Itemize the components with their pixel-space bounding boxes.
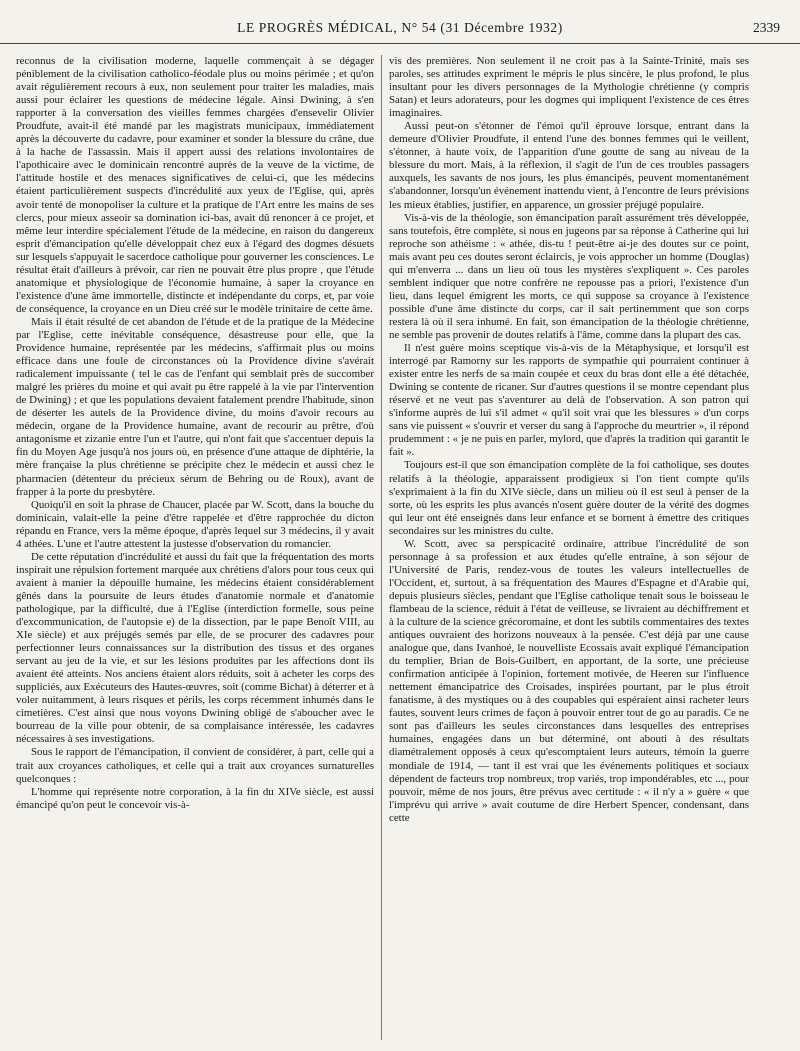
- page-number: 2339: [753, 20, 780, 35]
- journal-title: LE PROGRÈS MÉDICAL, N° 54 (31 Décembre 1932): [237, 20, 563, 35]
- paragraph: reconnus de la civilisation moderne, laquelle commençait à se dégager péniblement de la civilisation catholico-féodale plus ou moins périmée ; et qu'on avait régulièrement recours à eux, non seulement pour traiter les maladies, mais aussi pour éclairer les questions de médecine légale. Ainsi Dwining, à s'en rapporter à la conversation des vieilles femmes chargées d'ensevelir Olivier Proudfute, avait-il été mandé par les magistrats municipaux, immédiatement après la découverte du cadavre, pour examiner et sonder la blessure du crâne, due à la hache de l'assassin. Mais il appert aussi des relations involontaires de l'apothicaire avec le dominicain rencontré auprès de la veuve de la victime, de l'attitude hostile et des menaces significatives de celui-ci, que les médecins étaient particulièrement suspects d'incrédulité aux yeux de l'Eglise, qui, après avoir tenté de monopoliser la culture et la pratique de l'Art entre les mains de ses clercs, pour mieux asseoir sa domination ici-bas, avait dû renoncer à ce projet, et même leur interdire spécialement l'étude de la médecine, en raison du dangereux esprit d'émancipation qu'elle développait chez eux à l'égard des dogmes désuets sur lesquels s'appuyait le sacerdoce catholique pour gouverner les consciences. Le résultat était d'ailleurs à prévoir, car rien ne pouvait être plus propre , que l'étude anatomique et physiologique de l'économie humaine, à saper la croyance en l'existence d'une âme immortelle, distincte et indépendante du corps, et, par voie de conséquence, la croyance en un Dieu créé sur le modèle trinitaire de cette âme.: [16, 55, 374, 315]
- paragraph: Toujours est-il que son émancipation complète de la foi catholique, ses doutes relatifs à la théologie, apparaissent prodigieux si l'on tient compte qu'ils s'exprimaient à la fin du XIVe siècle, dans un milieu où il est seul à penser de la sorte, où les esprits les plus avancés n'osent guère douter de la vérité des dogmes qui leur ont été enseignés dans leur enfance et se bornent à émettre des critiques secondaires sur les ministres du culte.: [389, 459, 749, 537]
- paragraph: Vis-à-vis de la théologie, son émancipation paraît assurément très développée, sans toutefois, être complète, si nous en jugeons par sa réponse à Catherine qui lui reproche son athéisme : « athée, dis-tu ! peut-être ai-je des doutes sur ce point, mais avant peu ces doutes seront éclaircis, je vois approcher un homme (Douglas) qui m'enverra ... dans un lieu où tous les mystères s'expliquent ». Ces paroles semblent indiquer que notre confrère ne repousse pas a priori, l'existence d'un lieu, dans lequel émigrent les morts, ce qui suppose sa croyance à l'existence possible d'une âme distincte du corps, car il sait pertinemment que son corps restera là où il sera inhumé. En fait, son émancipation de la théologie chrétienne, ne semble pas provenir de doutes relatifs à l'âme, comme dans la plupart des cas.: [389, 211, 749, 341]
- running-header: [0, 20, 800, 44]
- paragraph: Aussi peut-on s'étonner de l'émoi qu'il éprouve lorsque, entrant dans la demeure d'Olivier Proudfute, il entend l'une des bonnes femmes qui le veillent, s'étonner, à haute voix, de l'apparition d'une goutte de sang au niveau de la blessure du mort. Mais, à la réflexion, il s'agit de l'un de ces troubles passagers auxquels, les savants de nos jours, les plus émancipés, peuvent momentanément s'abandonner, lorsqu'un événement inattendu vient, à l'encontre de leurs prévisions les mieux établies, justifier, en apparence, un grossier préjugé populaire.: [389, 120, 749, 211]
- paragraph: Mais il était résulté de cet abandon de l'étude et de la pratique de la Médecine par l'Eglise, cette inévitable conséquence, désastreuse pour elle, que la Providence humaine, représentée par les médecins, s'affirmait plus ou moins efficace dans une foule de circonstances où la Providence divine s'avérait radicalement impuissante ( tel le cas de l'enfant qui semblait près de succomber malgré les prières du moine et qui avait pu être rappelé à la vie par l'intervention de Dwining) ; et que les populations devaient fatalement prendre l'habitude, sinon de déserter les autels de la Providence divine, du moins d'avoir recours au médecin, organe de la Providence humaine, avant de recourir au prêtre, d'où antagonisme et zizanie entre l'un et l'autre, qui n'ont fait que s'accentuer depuis la fin du Moyen Age jusqu'à nos jours où, en présence d'une attaque de diphtérie, la mère française la plus chrétienne se précipite chez le médecin et aussi chez le pharmacien (détenteur du précieux sérum de Behring ou de Roux), avant de frapper à la porte du presbytère.: [16, 315, 374, 498]
- paragraph: L'homme qui représente notre corporation, à la fin du XIVe siècle, est aussi émancipé qu'on peut le concevoir vis-à-: [16, 785, 374, 811]
- left-column: [16, 55, 374, 1045]
- paragraph: Quoiqu'il en soit la phrase de Chaucer, placée par W. Scott, dans la bouche du dominicain, valait-elle la peine d'être rappelée et d'être rapprochée du dicton répandu en France, vers la même époque, d'après lequel sur 3 médecins, il y avait 4 athées. L'une et l'autre attestent la justesse d'observation du romancier.: [16, 498, 374, 550]
- paragraph: De cette réputation d'incrédulité et aussi du fait que la fréquentation des morts inspirait une répulsion fortement marquée aux chrétiens d'alors pour tous ceux qui avaient à manier la dépouille humaine, les médecins étaient considérablement gênés dans la poursuite de leurs études d'anatomie normale et d'anatomie pathologique, par la difficulté, due à l'Eglise (interdiction formelle, sous peine d'excommunication, de l'autopsie e) de la dissection, par le pape Benoît VIII, au XIe siècle) et aux préjugés semés par elle, de se procurer des cadavres pour perfectionner leurs connaissances sur la distribution des tissus et des organes servant au jeu de la vie, et sur les lésions produites par les affections dont ils avaient été atteints. Nos anciens étaient alors réduits, soit à acheter les corps des suppliciés, aux Exécuteurs des Hautes-œuvres, soit (comme Bichat) à déterrer et à voler nuitamment, à leurs risques et périls, les corps récemment inhumés dans le cimetières. C'est ainsi que nous voyons Dwining obligé de s'aboucher avec le bourreau de la ville pour obtenir, de sa complaisance intéressée, les cadavres nécessaires à ses investigations.: [16, 550, 374, 746]
- right-column: [389, 55, 749, 1045]
- paragraph: Il n'est guère moins sceptique vis-à-vis de la Métaphysique, et lorsqu'il est interrogé par Ramorny sur les rapports de sympathie qui pourraient continuer à exister entre les nerfs de sa main coupée et ceux du bras dont elle a été détachée, Dwining se contente de ricaner. Sur d'autres questions il se montre cependant plus réservé et ne veut pas s'aventurer au delà de l'observation. A son patron qui s'informe auprès de lui s'il admet « qu'il soit vrai que les blessures » d'un corps sans vie puissent « s'ouvrir et verser du sang à l'approche du meurtrier », il répond prudemment : « je ne puis en parler, mylord, que d'après la tradition qui garantit le fait ».: [389, 342, 749, 459]
- paragraph: Sous le rapport de l'émancipation, il convient de considérer, à part, celle qui a trait aux croyances catholiques, et celle qui a trait aux croyances surnaturelles quelconques :: [16, 746, 374, 785]
- column-divider: [381, 55, 382, 1040]
- paragraph: vis des premières. Non seulement il ne croit pas à la Sainte-Trinité, mais ses paroles, ses attitudes expriment le mépris le plus sincère, le plus profond, le plus insultant pour les divers personnages de la Mythologie chrétienne (y compris Satan) et leurs adorateurs, pour les dogmes qui impliquent l'existence de ces êtres imaginaires.: [389, 55, 749, 120]
- paragraph: W. Scott, avec sa perspicacité ordinaire, attribue l'incrédulité de son personnage à sa profession et aux études qu'elle entraîne, à son séjour de l'Université de Paris, rendez-vous de toutes les valeurs intellectuelles de l'Occident, et, surtout, à sa fréquentation des Maures d'Espagne et d'Arabie qui, depuis plusieurs siècles, pendant que l'Eglise catholique tenait sous le boisseau le flambeau de la science, réduit à l'état de veilleuse, se livraient au déchiffrement et à la culture de la science grécoromaine, et dont les subtils commentaires des textes antiques ouvraient des horizons nouveaux à la pensée. C'est déjà par une cause analogue que, dans Ivanhoé, le nouvelliste Ecossais avait expliqué l'émancipation du templier, Brian de Bois-Guilbert, en apportant, de la sorte, une précieuse confirmation anticipée à l'opinion, fortement motivée, de Heeren sur l'influence nettement émancipatrice des Croisades, inspirées pourtant, par le plus étroit fanatisme, à des mystiques ou à des coupables qui espéraient ainsi racheter leurs fautes, souvent leurs crimes de façon à pouvoir entrer tout de go au paradis. Ce ne sont pas d'ailleurs les seules circonstances dans lesquelles des entreprises humaines, engagées dans un but déterminé, ont abouti à des résultats diamétralement opposés à ceux qu'escomptaient leurs auteurs, témoin la guerre mondiale de 1914, — tant il est vrai que les événements politiques et sociaux dépendent de facteurs trop nombreux, trop variés, trop impondérables, etc ..., pour pouvoir, même de nos jours, être prévus avec certitude : « il n'y a » guère « que l'imprévu qui arrive » avait coutume de dire Herbert Spencer, condensant, dans cette: [389, 537, 749, 824]
